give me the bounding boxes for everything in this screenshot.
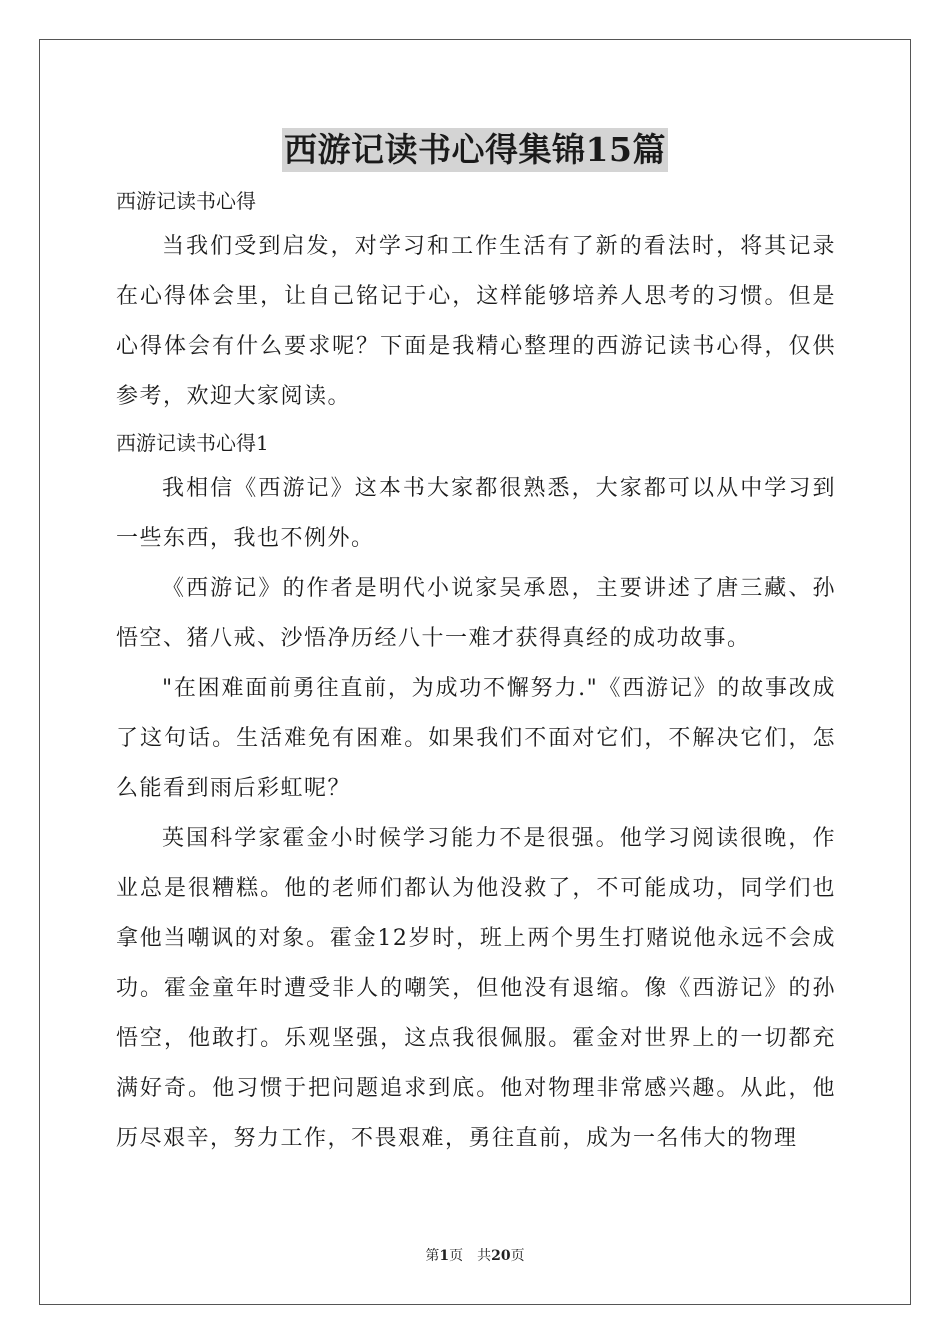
page-mid: 页 共 bbox=[449, 1248, 492, 1264]
body-paragraph: 《西游记》的作者是明代小说家吴承恩，主要讲述了唐三藏、孙悟空、猪八戒、沙悟净历经八十一难才获得真经的成功故事。 bbox=[116, 576, 836, 651]
body-paragraph: 我相信《西游记》这本书大家都很熟悉，大家都可以从中学习到一些东西，我也不例外。 bbox=[116, 476, 836, 551]
document-title: 西游记读书心得集锦15篇 bbox=[282, 128, 668, 172]
title-container bbox=[0, 128, 950, 172]
section-heading: 西游记读书心得1 bbox=[116, 431, 269, 455]
total-pages: 20 bbox=[491, 1248, 511, 1264]
document-body bbox=[116, 180, 836, 1164]
page-footer bbox=[0, 1245, 950, 1265]
page-prefix: 第 bbox=[425, 1248, 440, 1264]
body-paragraph: 英国科学家霍金小时候学习能力不是很强。他学习阅读很晚，作业总是很糟糕。他的老师们都认为他没救了，不可能成功，同学们也拿他当嘲讽的对象。霍金12岁时，班上两个男生打赌说他永远不会成功。霍金童年时遭受非人的嘲笑，但他没有退缩。像《西游记》的孙悟空，他敢打。乐观坚强，这点我很佩服。霍金对世界上的一切都充满好奇。他习惯于把问题追求到底。他对物理非常感兴趣。从此，他历尽艰辛，努力工作，不畏艰难，勇往直前，成为一名伟大的物理 bbox=[116, 826, 836, 1151]
page-suffix: 页 bbox=[510, 1248, 525, 1264]
current-page-number: 1 bbox=[439, 1248, 450, 1264]
intro-heading: 西游记读书心得 bbox=[116, 189, 256, 213]
intro-paragraph: 当我们受到启发，对学习和工作生活有了新的看法时，将其记录在心得体会里，让自己铭记于心，这样能够培养人思考的习惯。但是心得体会有什么要求呢？下面是我精心整理的西游记读书心得，仅供参考，欢迎大家阅读。 bbox=[116, 234, 836, 409]
body-paragraph: "在困难面前勇往直前，为成功不懈努力."《西游记》的故事改成了这句话。生活难免有困难。如果我们不面对它们，不解决它们，怎么能看到雨后彩虹呢？ bbox=[116, 676, 836, 801]
